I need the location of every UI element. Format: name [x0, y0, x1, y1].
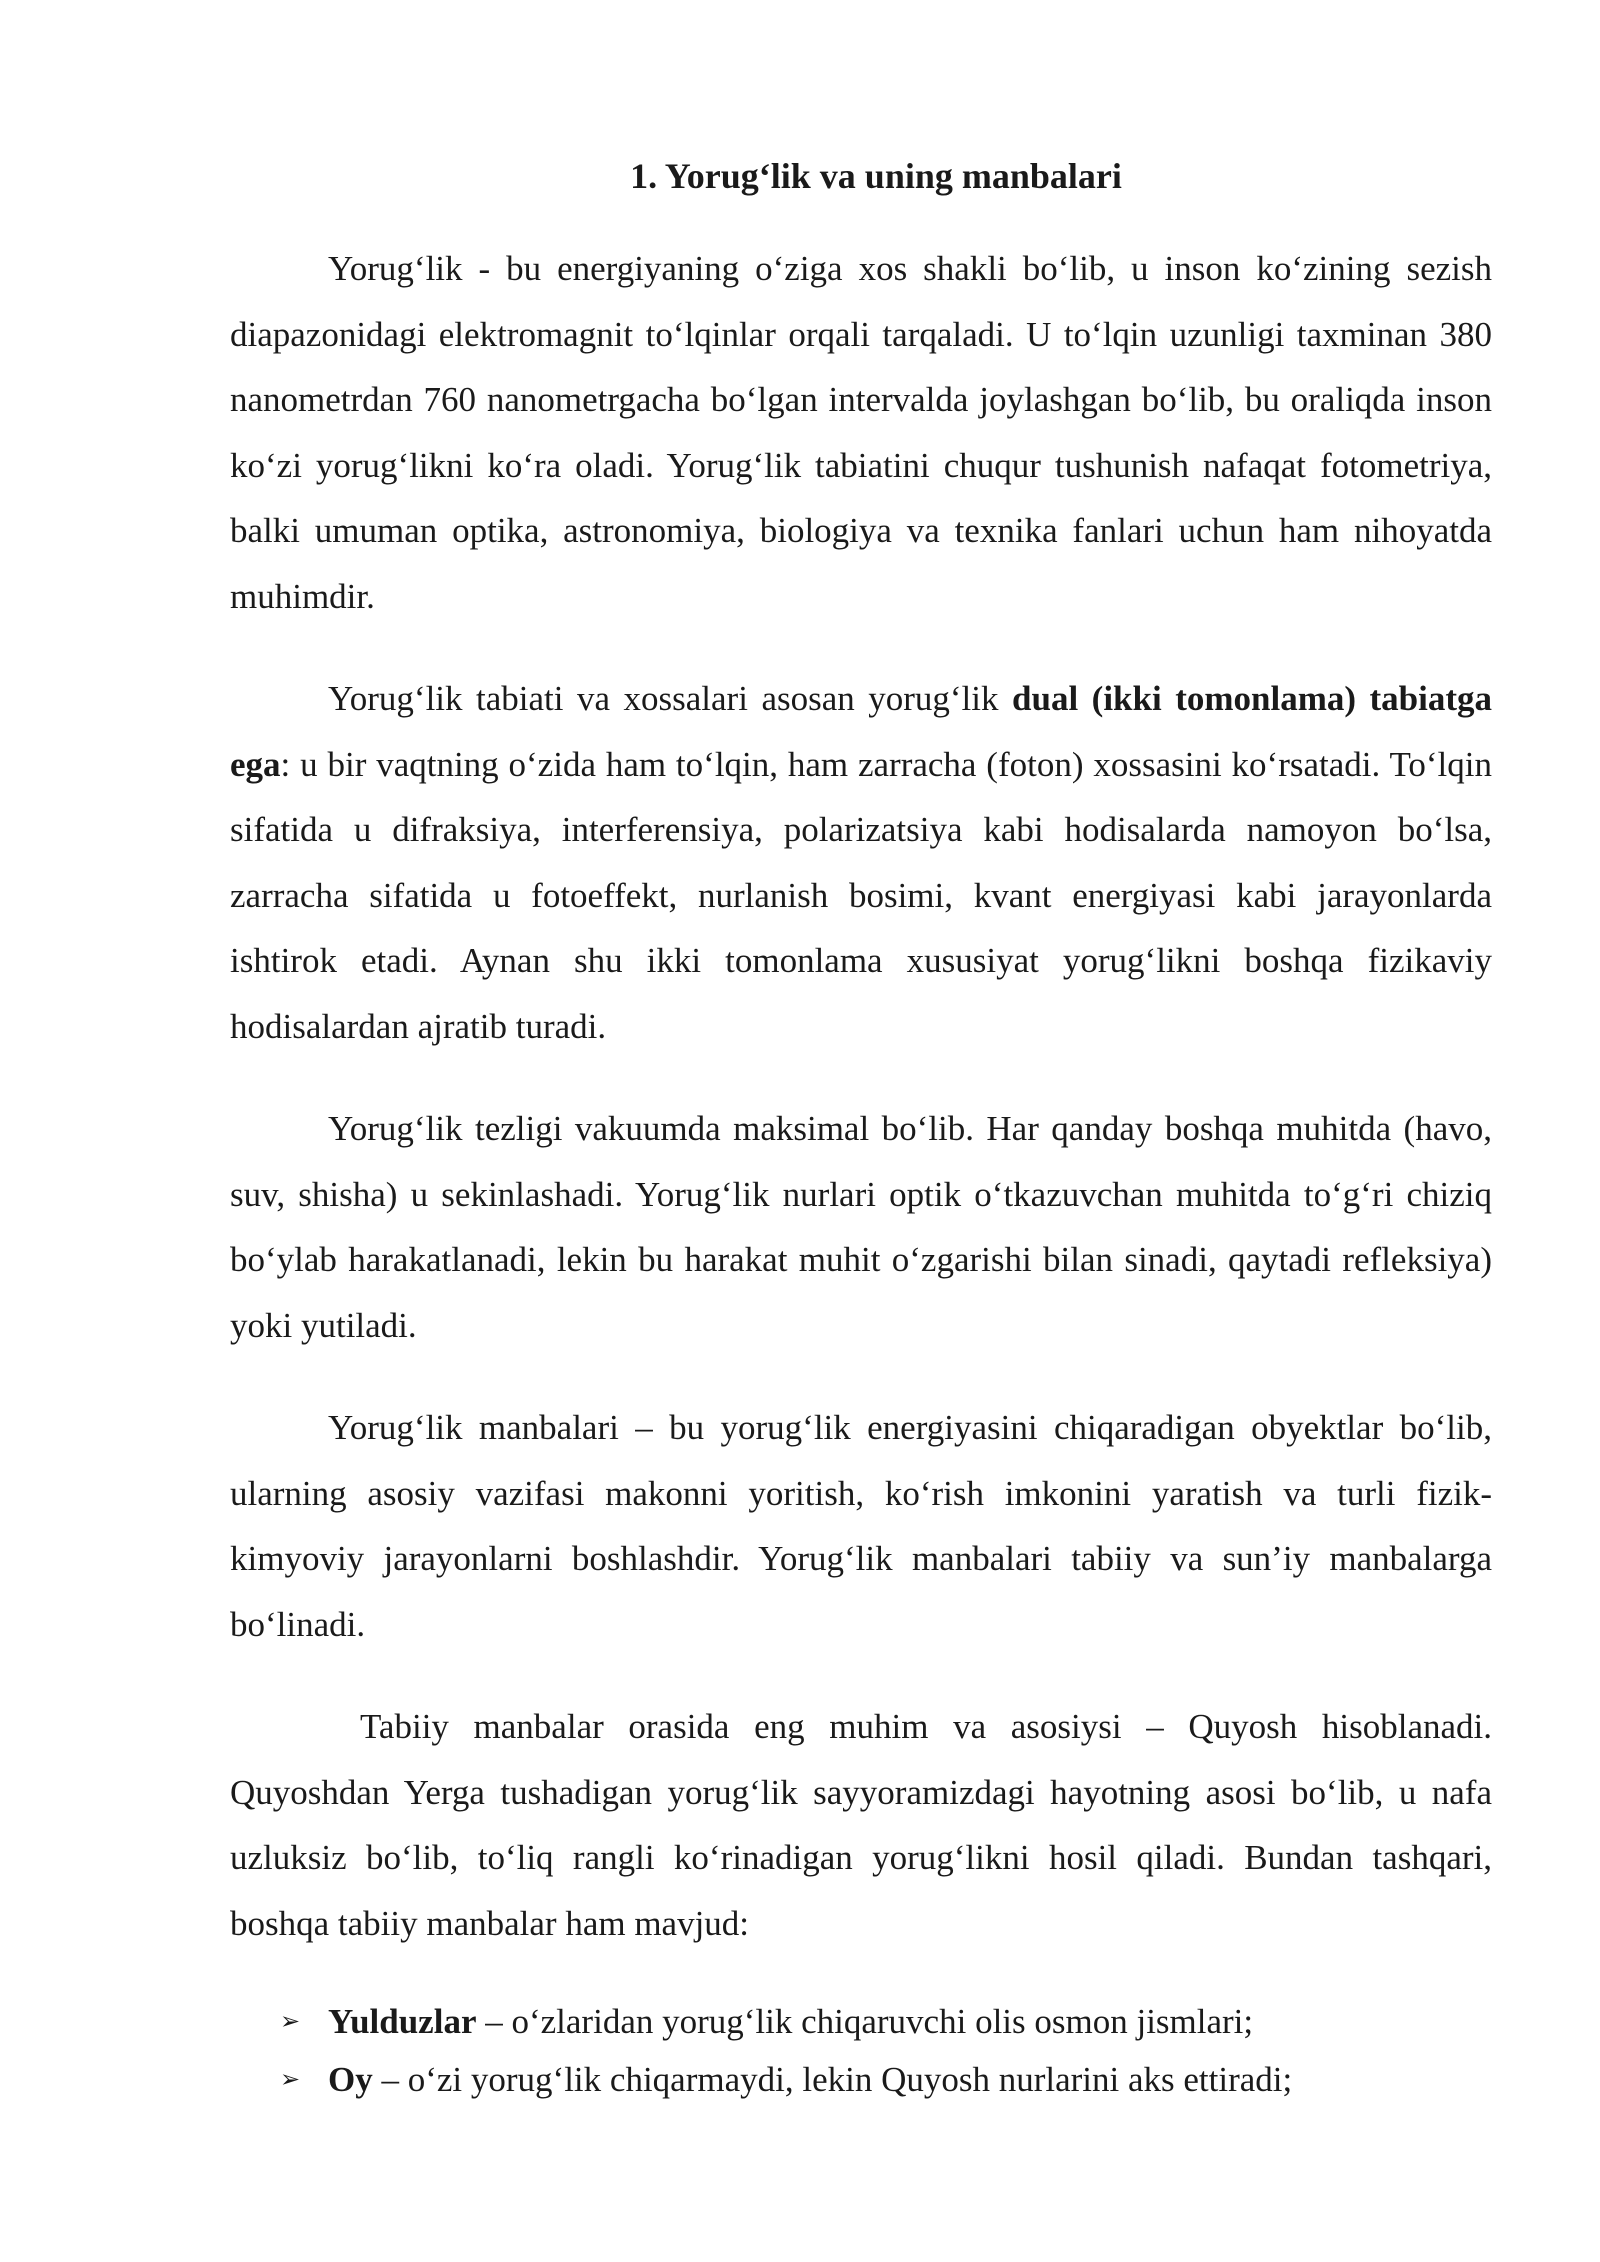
- natural-sources-list: [230, 1993, 1492, 2109]
- list-item: [230, 1993, 1492, 2051]
- arrowhead-bullet-icon: ➢: [280, 2009, 301, 2035]
- list-item-term: Yulduzlar: [328, 2002, 477, 2041]
- paragraph-natural-sources: Tabiiy manbalar orasida eng muhim va asosiysi – Quyosh hisoblanadi. Quyoshdan Yerga tushadigan yorug‘lik sayyoramizdagi hayotning asosi bo‘lib, u nafa uzluksiz bo‘lib, to‘liq rangli ko‘rinadigan yorug‘likni hosil qiladi. Bundan tashqari, boshqa tabiiy manbalar ham mavjud:: [230, 1707, 1492, 1943]
- section-title: 1. Yorug‘lik va uning manbalari: [630, 156, 1122, 196]
- list-item: [230, 2051, 1492, 2109]
- list-item-text: – o‘zi yorug‘lik chiqarmaydi, lekin Quyosh nurlarini aks ettiradi;: [372, 2060, 1293, 2099]
- arrowhead-bullet-icon: ➢: [280, 2067, 301, 2093]
- bold-phrase: dual (ikki tomonlama) tabiatga ega: [230, 679, 1493, 784]
- list-item-text: – o‘zlaridan yorug‘lik chiqaruvchi olis osmon jismlari;: [476, 2002, 1254, 2041]
- list-item-term: Oy: [328, 2060, 373, 2099]
- paragraph-light-definition: Yorug‘lik - bu energiyaning o‘ziga xos shakli bo‘lib, u inson ko‘zining sezish diapazonidagi elektromagnit to‘lqinlar orqali tarqaladi. U to‘lqin uzunligi taxminan 380 nanometrdan 760 nanometrgacha bo‘lgan intervalda joylashgan bo‘lib, bu oraliqda inson ko‘zi yorug‘likni ko‘ra oladi. Yorug‘lik tabiatini chuqur tushunish nafaqat fotometriya, balki umuman optika, astronomiya, biologiya va texnika fanlari uchun ham nihoyatda muhimdir.: [230, 249, 1492, 616]
- paragraph-text: Yorug‘lik tabiati va xossalari asosan yorug‘lik: [328, 679, 1013, 718]
- paragraph-text: : u bir vaqtning o‘zida ham to‘lqin, ham zarracha (foton) xossasini ko‘rsatadi. To‘lqin sifatida u difraksiya, interferensiya, polarizatsiya kabi hodisalarda namoyon bo‘lsa, zarracha sifatida u fotoeffekt, nurlanish bosimi, kvant energiyasi kabi jarayonlarda ishtirok etadi. Aynan shu ikki tomonlama xususiyat yorug‘likni boshqa fizikaviy hodisalardan ajratib turadi.: [230, 744, 1492, 1046]
- document-page: [230, 150, 1492, 2109]
- paragraph-light-sources: Yorug‘lik manbalari – bu yorug‘lik energiyasini chiqaradigan obyektlar bo‘lib, ularning asosiy vazifasi makonni yoritish, ko‘rish imkonini yaratish va turli fizik-kimyoviy jarayonlarni boshlashdir. Yorug‘lik manbalari tabiiy va sun’iy manbalarga bo‘linadi.: [230, 1408, 1492, 1644]
- paragraph-light-speed: Yorug‘lik tezligi vakuumda maksimal bo‘lib. Har qanday boshqa muhitda (havo, suv, shisha) u sekinlashadi. Yorug‘lik nurlari optik o‘tkazuvchan muhitda to‘g‘ri chiziq bo‘ylab harakatlanadi, lekin bu harakat muhit o‘zgarishi bilan sinadi, qaytadi refleksiya) yoki yutiladi.: [230, 1109, 1492, 1345]
- paragraph-dual-nature: [230, 666, 1492, 1059]
